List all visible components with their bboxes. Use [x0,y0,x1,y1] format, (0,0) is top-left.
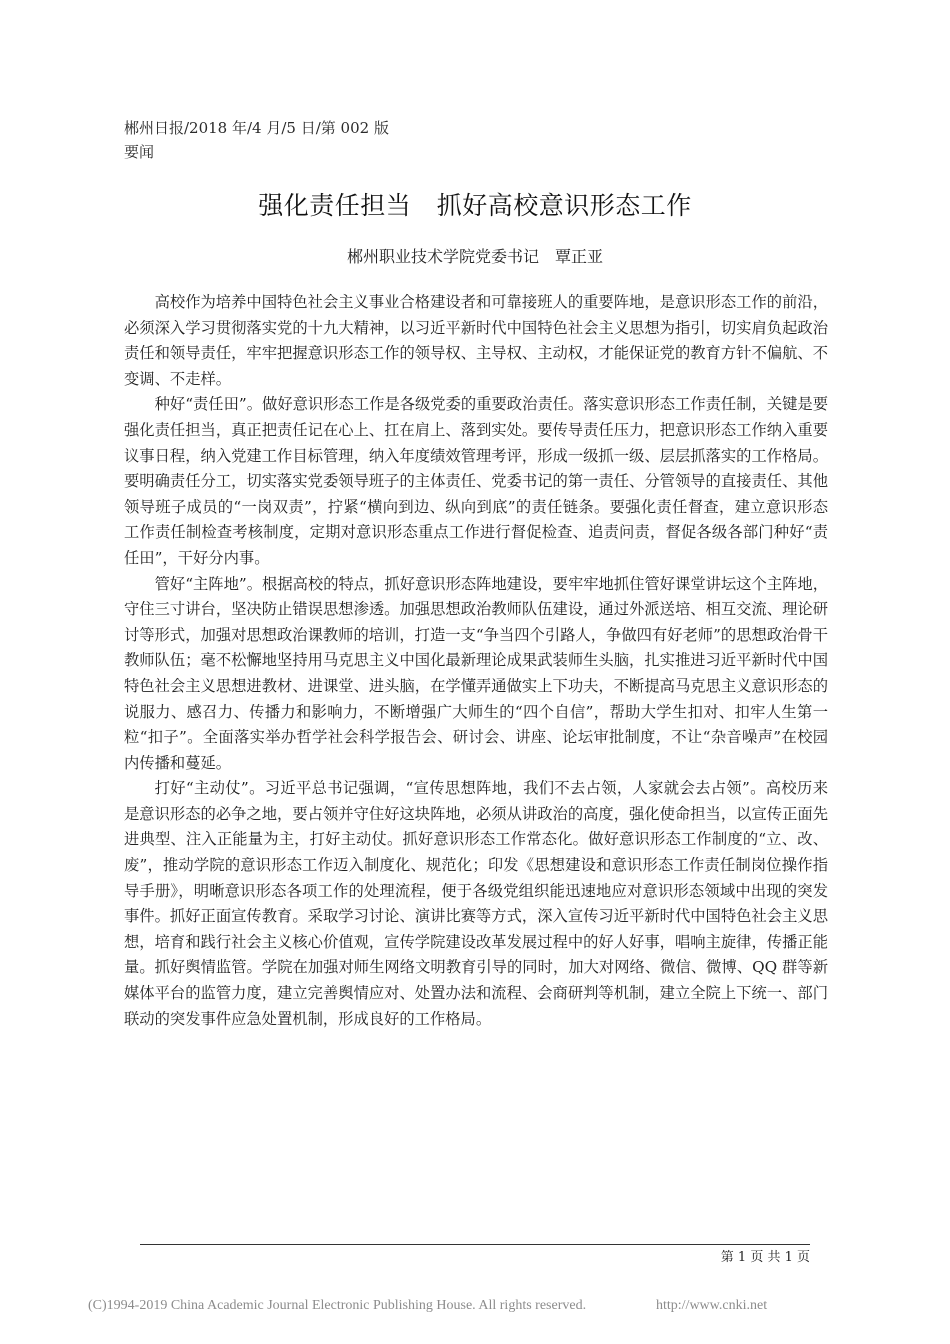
publication-source: 郴州日报/2018 年/4 月/5 日/第 002 版 [124,119,389,137]
article-title: 强化责任担当 抓好高校意识形态工作 [258,191,692,220]
site-url: http://www.cnki.net [656,1298,768,1313]
paragraph-responsibility-field: 种好“责任田”。做好意识形态工作是各级党委的重要政治责任。落实意识形态工作责任制，关键是要强化责任担当，真正把责任记在心上、扛在肩上、落到实处。要传导责任压力，把意识形态工作纳入重要议事日程，纳入党建工作目标管理，纳入年度绩效管理考评，形成一级抓一级、层层抓落实的工作格局。要明确责任分工，切实落实党委领导班子的主体责任、党委书记的第一责任、分管领导的直接责任、其他领导班子成员的“一岗双责”，拧紧“横向到边、纵向到底”的责任链条。要强化责任督查，建立意识形态工作责任制检查考核制度，定期对意识形态重点工作进行督促检查、追责问责，督促各级各部门种好“责任田”，干好分内事。 [124,395,829,567]
footer-divider [140,1244,810,1245]
paragraph-intro: 高校作为培养中国特色社会主义事业合格建设者和可靠接班人的重要阵地，是意识形态工作的前沿，必须深入学习贯彻落实党的十九大精神，以习近平新时代中国特色社会主义思想为指引，切实肩负起政治责任和领导责任，牢牢把握意识形态工作的领导权、主导权、主动权，才能保证党的教育方针不偏航、不变调、不走样。 [124,293,828,388]
page-number: 第 1 页 共 1 页 [720,1250,810,1265]
article-body [124,290,828,1032]
paragraph-main-position: 管好“主阵地”。根据高校的特点，抓好意识形态阵地建设，要牢牢地抓住管好课堂讲坛这个主阵地，守住三寸讲台，坚决防止错误思想渗透。加强思想政治教师队伍建设，通过外派送培、相互交流、理论研讨等形式，加强对思想政治课教师的培训，打造一支“争当四个引路人，争做四有好老师”的思想政治骨干教师队伍；毫不松懈地坚持用马克思主义中国化最新理论成果武装师生头脑，扎实推进习近平新时代中国特色社会主义思想进教材、进课堂、进头脑，在学懂弄通做实上下功夫，不断提高马克思主义意识形态的说服力、感召力、传播力和影响力，不断增强广大师生的“四个自信”，帮助大学生扣对、扣牢人生第一粒“扣子”。全面落实举办哲学社会科学报告会、研讨会、讲座、论坛审批制度，不让“杂音噪声”在校园内传播和蔓延。 [124,574,829,772]
paragraph-proactive-battle: 打好“主动仗”。习近平总书记强调，“宣传思想阵地，我们不去占领，人家就会去占领”。高校历来是意识形态的必争之地，要占领并守住好这块阵地，必须从讲政治的高度，强化使命担当，以宣传正面先进典型、注入正能量为主，打好主动仗。抓好意识形态工作常态化。做好意识形态工作制度的“立、改、废”，推动学院的意识形态工作迈入制度化、规范化；印发《思想建设和意识形态工作责任制岗位操作指导手册》，明晰意识形态各项工作的处理流程，便于各级党组织能迅速地应对意识形态领域中出现的突发事件。抓好正面宣传教育。采取学习讨论、演讲比赛等方式，深入宣传习近平新时代中国特色社会主义思想，培育和践行社会主义核心价值观，宣传学院建设改革发展过程中的好人好事，唱响主旋律，传播正能量。抓好舆情监管。学院在加强对师生网络文明教育引导的同时，加大对网络、微信、微博、QQ 群等新媒体平台的监管力度，建立完善舆情应对、处置办法和流程、会商研判等机制，建立全院上下统一、部门联动的突发事件应急处置机制，形成良好的工作格局。 [124,779,828,1028]
article-author: 郴州职业技术学院党委书记 覃正亚 [346,247,603,266]
section-label: 要闻 [124,143,155,161]
copyright-notice: (C)1994-2019 China Academic Journal Electronic Publishing House. All rights reserved. [88,1298,587,1313]
